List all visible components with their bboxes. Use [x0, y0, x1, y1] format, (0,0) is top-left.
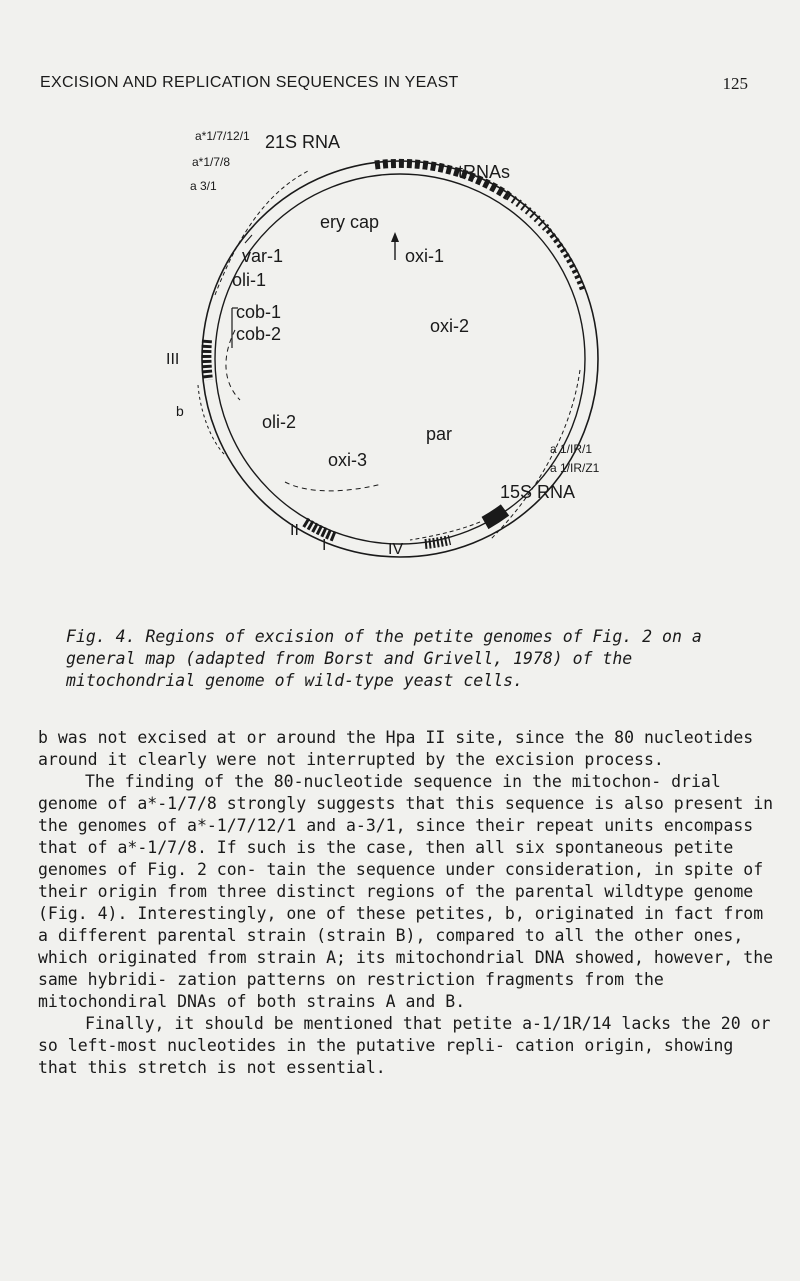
label-region-iv: IV	[388, 541, 404, 558]
figure-caption: Fig. 4. Regions of excision of the petite genomes of Fig. 2 on a general map (adapted from Borst and Grivell, 1978) of the mitochondrial genome of wild-type yeast cells.	[66, 627, 702, 690]
label-oli-2: oli-2	[262, 412, 297, 432]
label-var-1: var-1	[242, 246, 284, 266]
label-a-1-ir-1: a 1/IR/1	[550, 442, 593, 456]
label-15s-rna: 15S RNA	[500, 482, 576, 502]
label-a-1-7-12-1: a*1/7/12/1	[195, 129, 250, 143]
label-par: par	[426, 424, 453, 444]
label-region-ii: II	[290, 522, 299, 539]
label-cob-1: cob-1	[236, 302, 282, 322]
body-text	[38, 727, 778, 1079]
label-b: b	[176, 403, 184, 419]
label-oxi-2: oxi-2	[430, 316, 470, 336]
paragraph: b was not excised at or around the Hpa II site, since the 80 nucleotides around it clearly were not interrupted by the excision process.	[38, 728, 754, 769]
label-oli-1: oli-1	[232, 270, 267, 290]
label-oxi-3: oxi-3	[328, 450, 368, 470]
label-ery-cap: ery cap	[320, 212, 380, 232]
label-region-iii: III	[166, 351, 180, 368]
rna15s-block	[485, 510, 505, 523]
label-trnas: tRNAs	[458, 162, 511, 182]
label-cob-2: cob-2	[236, 324, 282, 344]
region-iii-block	[206, 340, 208, 380]
paragraph: The finding of the 80-nucleotide sequence in the mitochon- drial genome of a*-1/7/8 strongly suggests that this sequence is also present in the genomes of a*-1/7/12/1 and a-3/1, since their repeat units encompass that of a*-1/7/8. If such is the case, then all six spontaneous petite genomes of Fig. 2 con- tain the sequence under consideration, in spite of their origin from three distinct regions of the parental wildtype genome (Fig. 4). Interestingly, one of these petites, b, originated in fact from a different parental strain (strain B), compared to all the other ones, which originated from strain A; its mitochondrial DNA showed, however, the same hybridi- zation patterns on restriction fragments from the mitochondiral DNAs of both strains A and B.	[38, 772, 774, 1011]
label-a-1-7-8: a*1/7/8	[192, 155, 231, 169]
label-21s-rna: 21S RNA	[265, 132, 341, 152]
running-header: EXCISION AND REPLICATION SEQUENCES IN YEAST	[40, 74, 459, 91]
mitochondrial-genome-map	[150, 110, 630, 560]
label-a-3-1: a 3/1	[190, 179, 217, 193]
label-a-1-ir-z1: a 1/IR/Z1	[550, 461, 600, 475]
paragraph: Finally, it should be mentioned that petite a-1/1R/14 lacks the 20 or so left-most nucleotides in the putative repli- cation origin, showing that this stretch is not essential.	[38, 1014, 771, 1077]
label-region-i: I	[322, 537, 327, 554]
label-oxi-1: oxi-1	[405, 246, 445, 266]
page-number: 125	[722, 74, 748, 93]
